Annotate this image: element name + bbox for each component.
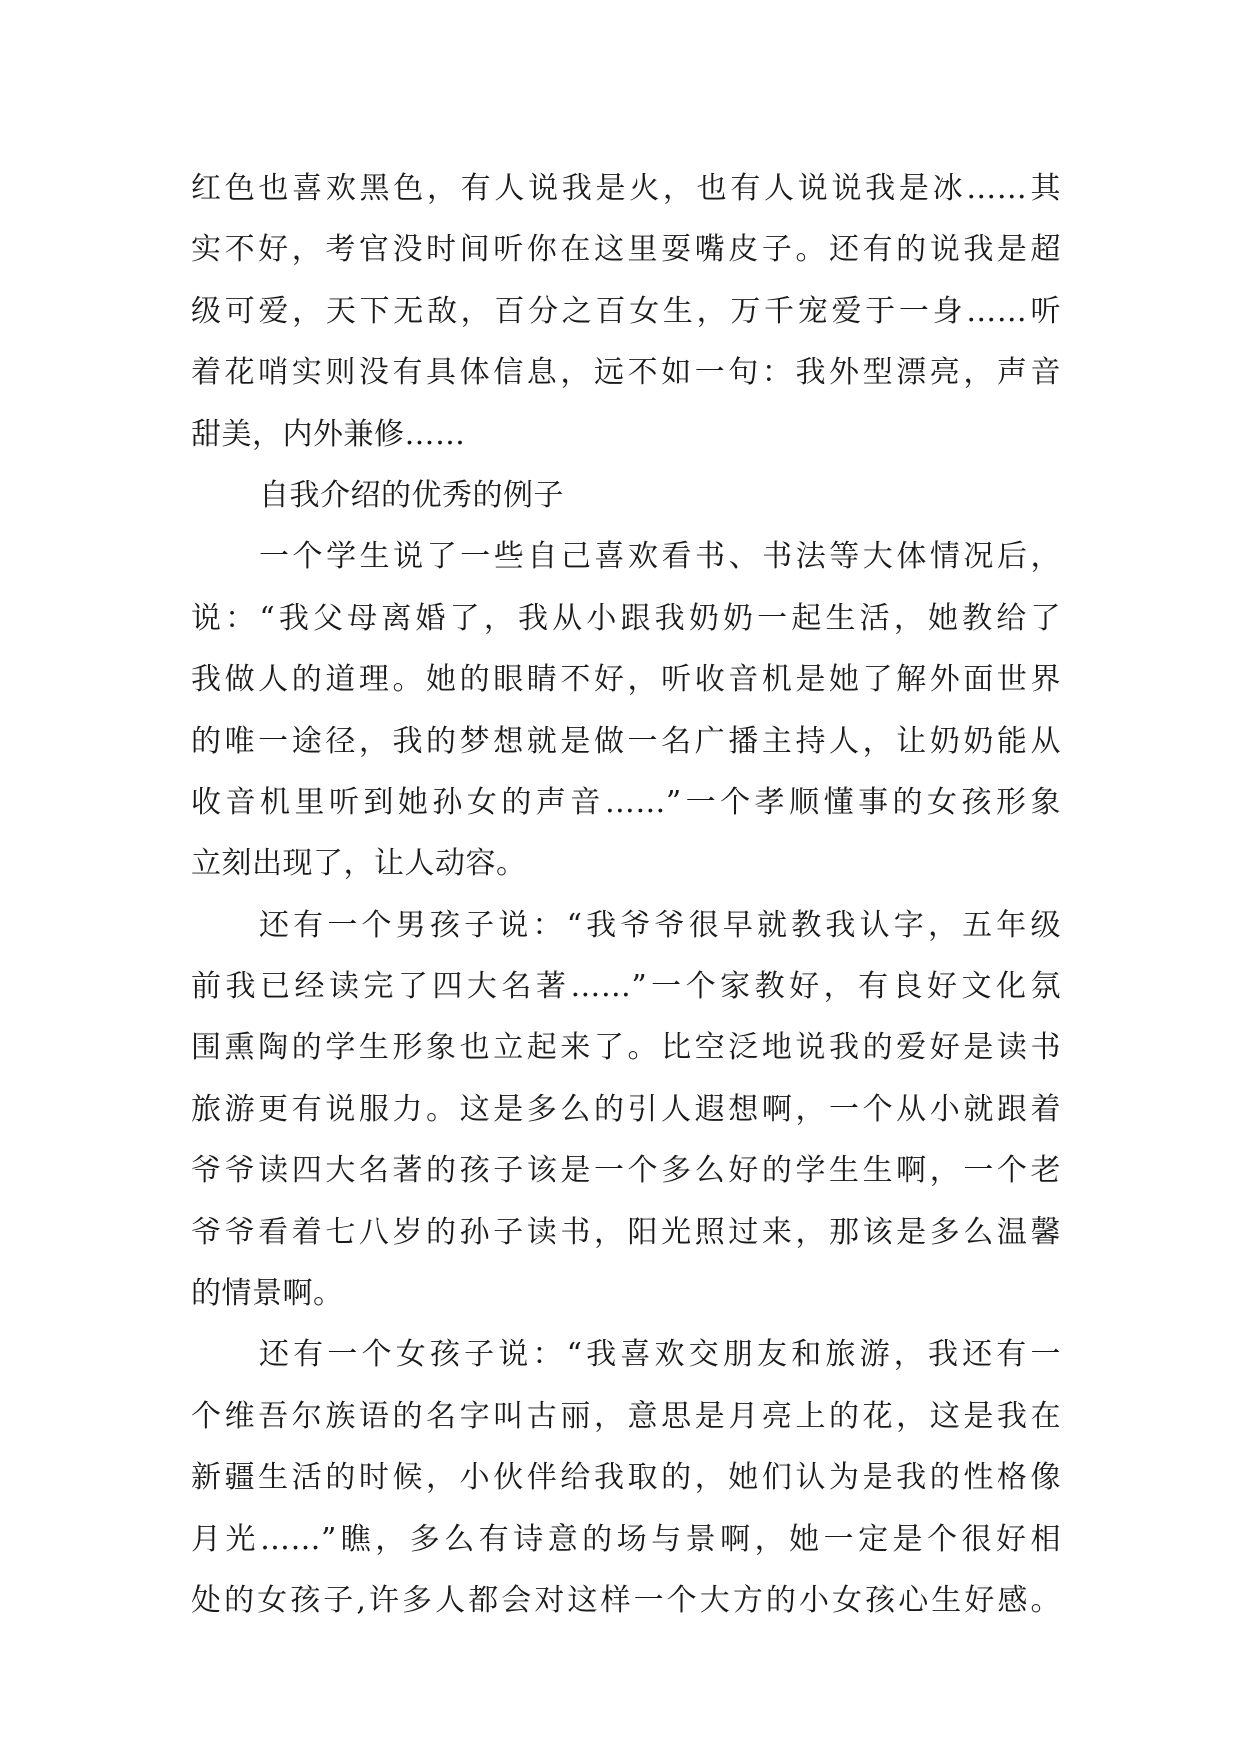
- text-line: 我做人的道理。她的眼睛不好，听收音机是她了解外面世界: [191, 662, 1061, 698]
- paragraph-first-line: 一个学生说了一些自己喜欢看书、书法等大体情况后，: [259, 539, 1061, 575]
- text-line: 前我已经读完了四大名著……”一个家教好，有良好文化氛: [191, 969, 1061, 1005]
- text-line: 立刻出现了，让人动容。: [191, 846, 527, 882]
- text-line: 级可爱，天下无敌，百分之百女生，万千宠爱于一身……听: [191, 293, 1061, 329]
- text-line: 的情景啊。: [191, 1276, 344, 1312]
- text-line: 收音机里听到她孙女的声音……”一个孝顺懂事的女孩形象: [191, 784, 1061, 820]
- text-line: 实不好，考官没时间听你在这里耍嘴皮子。还有的说我是超: [191, 232, 1061, 268]
- text-line: 着花哨实则没有具体信息，远不如一句：我外型漂亮，声音: [191, 355, 1061, 391]
- text-line: 爷爷读四大名著的孩子该是一个多么好的学生生啊，一个老: [191, 1153, 1061, 1189]
- paragraph-first-line: 还有一个男孩子说：“我爷爷很早就教我认字，五年级: [259, 907, 1061, 943]
- text-line: 个维吾尔族语的名字叫古丽，意思是月亮上的花，这是我在: [191, 1398, 1061, 1434]
- text-line: 新疆生活的时候，小伙伴给我取的，她们认为是我的性格像: [191, 1460, 1061, 1496]
- text-line: 旅游更有说服力。这是多么的引人遐想啊，一个从小就跟着: [191, 1091, 1061, 1127]
- text-line: 爷爷看着七八岁的孙子读书，阳光照过来，那该是多么温馨: [191, 1214, 1061, 1250]
- text-line: 甜美，内外兼修……: [191, 416, 466, 452]
- text-line: 的唯一途径，我的梦想就是做一名广播主持人，让奶奶能从: [191, 723, 1061, 759]
- text-line: 围熏陶的学生形象也立起来了。比空泛地说我的爱好是读书: [191, 1030, 1061, 1066]
- paragraph-first-line: 还有一个女孩子说：“我喜欢交朋友和旅游，我还有一: [259, 1337, 1061, 1373]
- text-line: 说：“我父母离婚了，我从小跟我奶奶一起生活，她教给了: [191, 600, 1061, 636]
- text-line: 月光……”瞧，多么有诗意的场与景啊，她一定是个很好相: [191, 1521, 1061, 1557]
- text-line: 红色也喜欢黑色，有人说我是火，也有人说说我是冰……其: [191, 171, 1061, 206]
- paragraph-first-line: 自我介绍的优秀的例子: [259, 477, 564, 513]
- text-line: 处的女孩子,许多人都会对这样一个大方的小女孩心生好感。: [191, 1582, 1061, 1618]
- document-body: [191, 158, 1061, 1631]
